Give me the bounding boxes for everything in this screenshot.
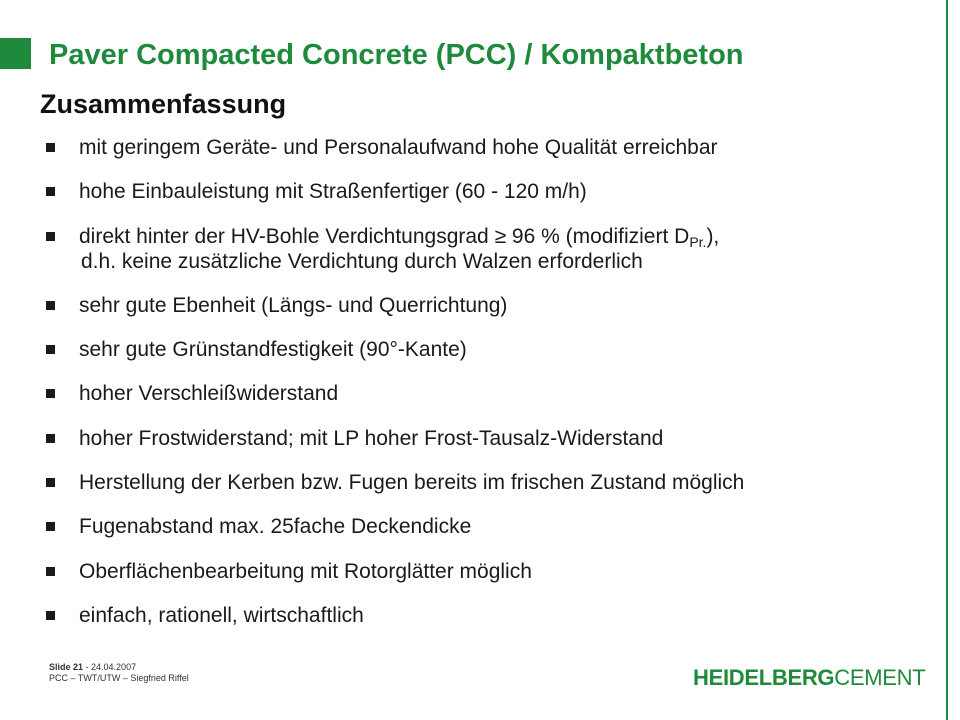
bullet-text: Oberflächenbearbeitung mit Rotorglätter möglich xyxy=(79,559,532,583)
logo-part-heidelberg: HEIDELBERG xyxy=(693,665,835,690)
bullet-item xyxy=(46,224,941,274)
bullet-item xyxy=(46,337,941,362)
bullet-square-icon xyxy=(46,478,55,487)
bullet-square-icon xyxy=(46,143,55,152)
bullet-item xyxy=(46,603,941,628)
bullet-text-line1 xyxy=(46,224,941,249)
bullet-square-icon xyxy=(46,522,55,531)
company-logo xyxy=(693,665,925,691)
footer-slide-label: Slide 21 xyxy=(49,662,84,672)
logo-part-cement: CEMENT xyxy=(834,665,926,690)
footer-line-1 xyxy=(49,662,189,673)
bullet-list xyxy=(46,135,941,647)
slide-subtitle: Zusammenfassung xyxy=(40,89,287,119)
bullet-text-prefix: direkt hinter der HV-Bohle Verdichtungsgrad ≥ 96 % (modifiziert D xyxy=(79,224,690,248)
bullet-square-icon xyxy=(46,434,55,443)
bullet-square-icon xyxy=(46,232,55,241)
bullet-item xyxy=(46,179,941,204)
bullet-square-icon xyxy=(46,187,55,196)
bullet-square-icon xyxy=(46,345,55,354)
bullet-square-icon xyxy=(46,611,55,620)
bullet-text-suffix: ), xyxy=(706,224,720,248)
bullet-text: mit geringem Geräte- und Personalaufwand hohe Qualität erreichbar xyxy=(79,136,718,159)
bullet-text: einfach, rationell, wirtschaftlich xyxy=(79,603,364,627)
bullet-item xyxy=(46,514,941,539)
bullet-text: hoher Frostwiderstand; mit LP hoher Frost-Tausalz-Widerstand xyxy=(79,426,664,450)
bullet-square-icon xyxy=(46,389,55,398)
bullet-text: hoher Verschleißwiderstand xyxy=(79,382,339,406)
bullet-text: sehr gute Grünstandfestigkeit (90°-Kante) xyxy=(79,338,467,362)
bullet-item xyxy=(46,135,941,160)
bullet-square-icon xyxy=(46,301,55,310)
bullet-item xyxy=(46,559,941,584)
bullet-text: sehr gute Ebenheit (Längs- und Querrichtung) xyxy=(79,293,508,317)
bullet-item xyxy=(46,426,941,451)
bullet-text: Herstellung der Kerben bzw. Fugen bereits im frischen Zustand möglich xyxy=(79,471,745,495)
accent-square xyxy=(0,38,31,69)
bullet-text-subscript: Pr. xyxy=(689,233,707,250)
footer-date: - 24.04.2007 xyxy=(83,662,137,672)
bullet-text: Fugenabstand max. 25fache Deckendicke xyxy=(79,515,472,539)
bullet-text-line2: d.h. keine zusätzliche Verdichtung durch Walzen erforderlich xyxy=(81,249,643,273)
footer-line-2: PCC – TWT/UTW – Siegfried Riffel xyxy=(49,673,189,683)
bullet-item xyxy=(46,293,941,318)
bullet-item xyxy=(46,470,941,495)
bullet-square-icon xyxy=(46,567,55,576)
bullet-item xyxy=(46,381,941,406)
slide-footer xyxy=(49,662,189,684)
right-edge-rule xyxy=(946,0,948,720)
bullet-text: hohe Einbauleistung mit Straßenfertiger (60 - 120 m/h) xyxy=(79,180,587,204)
slide-title: Paver Compacted Concrete (PCC) / Kompaktbeton xyxy=(49,39,744,71)
